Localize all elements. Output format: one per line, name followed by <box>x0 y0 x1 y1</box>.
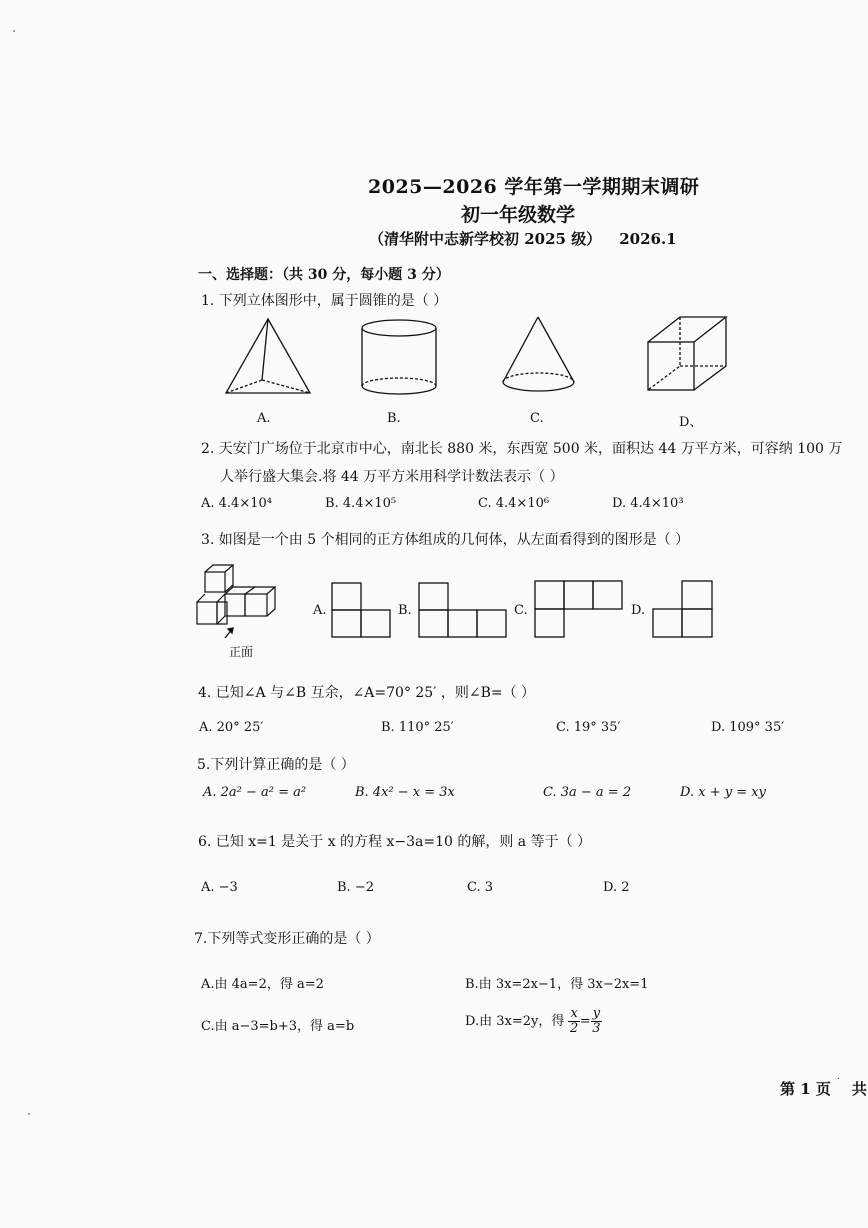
exam-date: 2026.1 <box>619 230 677 248</box>
q7-option-b: B.由 3x=2x−1，得 3x−2x=1 <box>465 977 649 992</box>
q1-stem: 1. 下列立体图形中，属于圆锥的是（ ） <box>201 293 448 309</box>
front-view-label: 正面 <box>229 645 254 659</box>
q3-label-c: C. <box>514 603 528 618</box>
scan-speck <box>28 1113 30 1115</box>
q6-option-c: C. 3 <box>467 880 494 895</box>
q7-option-d: D.由 3x=2y，得 $\frac{x}{2}$ = $\frac{y}{3}$ <box>465 1006 601 1036</box>
exam-title: 2025—2026 学年第一学期期末调研 <box>368 176 700 198</box>
q2-option-a: A. 4.4×10⁴ <box>201 496 272 511</box>
q5-option-b: B. 4x² − x = 3x <box>355 785 455 800</box>
q3-label-b: B. <box>398 603 412 618</box>
q5-option-d: D. x + y = xy <box>680 785 766 800</box>
pyramid-figure <box>222 316 314 398</box>
q5-option-c: C. 3a − a = 2 <box>543 785 632 800</box>
q4-stem: 4. 已知∠A 与∠B 互余，∠A=70° 25′ ，则∠B=（ ） <box>198 685 536 701</box>
cylinder-figure <box>358 318 440 398</box>
q6-option-b: B. −2 <box>337 880 374 895</box>
q3-stem: 3. 如图是一个由 5 个相同的正方体组成的几何体，从左面看得到的图形是（ ） <box>201 532 690 548</box>
q2-option-c: C. 4.4×10⁶ <box>478 496 550 511</box>
q4-option-c: C. 19° 35′ <box>556 720 621 735</box>
q3-label-a: A. <box>313 603 327 618</box>
cone-figure <box>498 314 580 398</box>
q7-option-a: A.由 4a=2，得 a=2 <box>201 977 324 992</box>
q1-label-b: B. <box>387 411 401 426</box>
q1-label-c: C. <box>530 411 544 426</box>
q3-option-d-figure <box>651 579 715 639</box>
fraction-x-over-2: $\frac{x}{2}$ <box>570 1006 579 1036</box>
q2-option-d: D. 4.4×10³ <box>612 496 684 511</box>
q3-option-c-figure <box>533 579 625 639</box>
section-heading: 一、选择题：（共 30 分，每小题 3 分） <box>198 267 450 283</box>
q4-option-d: D. 109° 35′ <box>711 720 785 735</box>
q7-option-c: C.由 a−3=b+3，得 a=b <box>201 1019 355 1034</box>
q4-option-a: A. 20° 25′ <box>199 720 264 735</box>
q2-stem-line1: 2. 天安门广场位于北京市中心，南北长 880 米，东西宽 500 米，面积达 44 万平方米，可容纳 100 万 <box>201 441 843 457</box>
q3-label-d: D. <box>631 603 646 618</box>
cube-stack-figure <box>195 562 285 640</box>
q3-option-a-figure <box>330 581 392 639</box>
q6-option-a: A. −3 <box>201 880 238 895</box>
q3-option-b-figure <box>417 581 509 639</box>
scan-speck <box>13 30 15 32</box>
q4-option-b: B. 110° 25′ <box>381 720 454 735</box>
q2-stem-line2: 人举行盛大集会.将 44 万平方米用科学计数法表示（ ） <box>220 469 564 485</box>
fraction-y-over-3: $\frac{y}{3}$ <box>592 1006 601 1036</box>
q1-label-a: A. <box>257 411 271 426</box>
exam-school-line <box>369 228 677 249</box>
q5-stem: 5.下列计算正确的是（ ） <box>197 757 355 773</box>
q1-label-d: D、 <box>679 415 703 430</box>
q6-stem: 6. 已知 x=1 是关于 x 的方程 x−3a=10 的解，则 a 等于（ ） <box>198 834 592 850</box>
q6-option-d: D. 2 <box>603 880 630 895</box>
page-number: 第 1 页 ˙ 共 <box>780 1078 867 1098</box>
q2-option-b: B. 4.4×10⁵ <box>325 496 397 511</box>
q5-option-a: A. 2a² − a² = a² <box>203 785 307 800</box>
q7-stem: 7.下列等式变形正确的是（ ） <box>194 931 380 947</box>
cuboid-figure <box>644 314 730 396</box>
q7-option-d-prefix: D.由 3x=2y，得 <box>465 1014 565 1029</box>
exam-subtitle: 初一年级数学 <box>461 204 576 226</box>
school-name: （清华附中志新学校初 2025 级） <box>369 230 602 248</box>
